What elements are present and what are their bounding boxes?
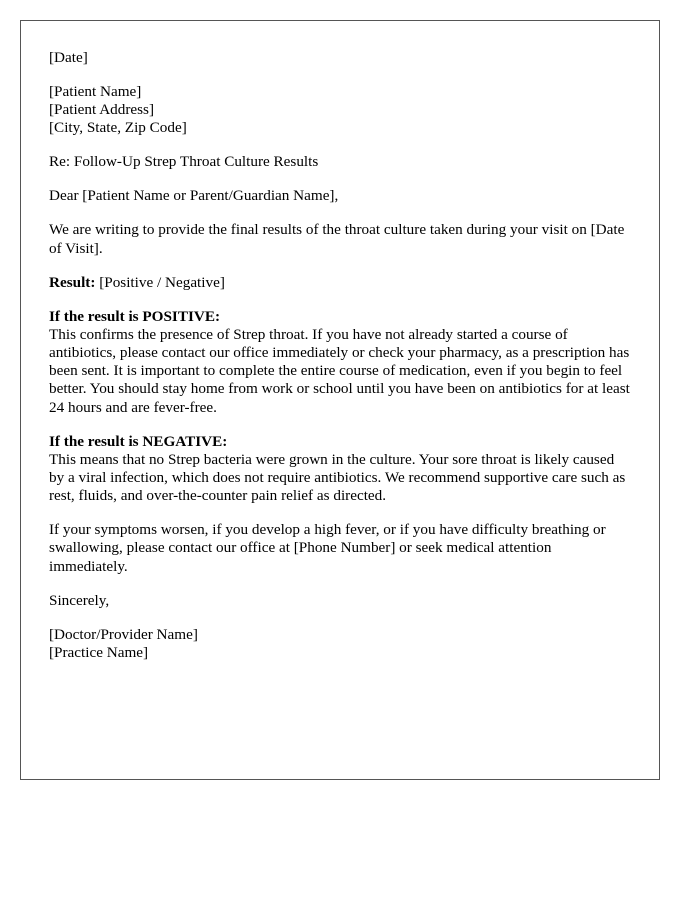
provider-name: [Doctor/Provider Name] [49, 625, 198, 643]
letter-salutation: Dear [Patient Name or Parent/Guardian Name], [49, 187, 339, 205]
positive-section [49, 308, 632, 417]
patient-city: [City, State, Zip Code] [49, 119, 187, 137]
negative-heading: If the result is NEGATIVE: [49, 432, 228, 450]
letter-date: [Date] [49, 49, 88, 66]
practice-name: [Practice Name] [49, 643, 149, 661]
positive-body: This confirms the presence of Strep throat. If you have not already started a course of antibiotics, please contact our office immediately or check your pharmacy, as a prescription has been sent. It is important to complete the entire course of medication, even if you begin to feel better. You should stay home from work or school until you have been on antibiotics for at least 24 hours and are fever-free. [49, 325, 630, 416]
result-label: Result: [49, 273, 96, 291]
positive-heading: If the result is POSITIVE: [49, 307, 221, 325]
warning-paragraph: If your symptoms worsen, if you develop a high fever, or if you have difficulty breathing or swallowing, please contact our office at [Phone Number] or seek medical attention immediately. [49, 521, 606, 575]
letter-closing: Sincerely, [49, 591, 110, 609]
letter-subject: Re: Follow-Up Strep Throat Culture Results [49, 153, 319, 171]
result-value: [Positive / Negative] [95, 273, 225, 291]
negative-body: This means that no Strep bacteria were grown in the culture. Your sore throat is likely caused by a viral infection, which does not require antibiotics. We recommend supportive care such as rest, fluids, and over-the-counter pain relief as directed. [49, 450, 626, 505]
negative-section [49, 433, 632, 506]
patient-address: [Patient Address] [49, 101, 155, 119]
result-line [49, 274, 632, 292]
patient-address-block [49, 83, 632, 138]
letter-intro: We are writing to provide the final results of the throat culture taken during your visit on [Date of Visit]. [49, 221, 625, 257]
patient-name: [Patient Name] [49, 83, 142, 100]
letter-page [20, 20, 660, 780]
signature-block [49, 626, 632, 662]
